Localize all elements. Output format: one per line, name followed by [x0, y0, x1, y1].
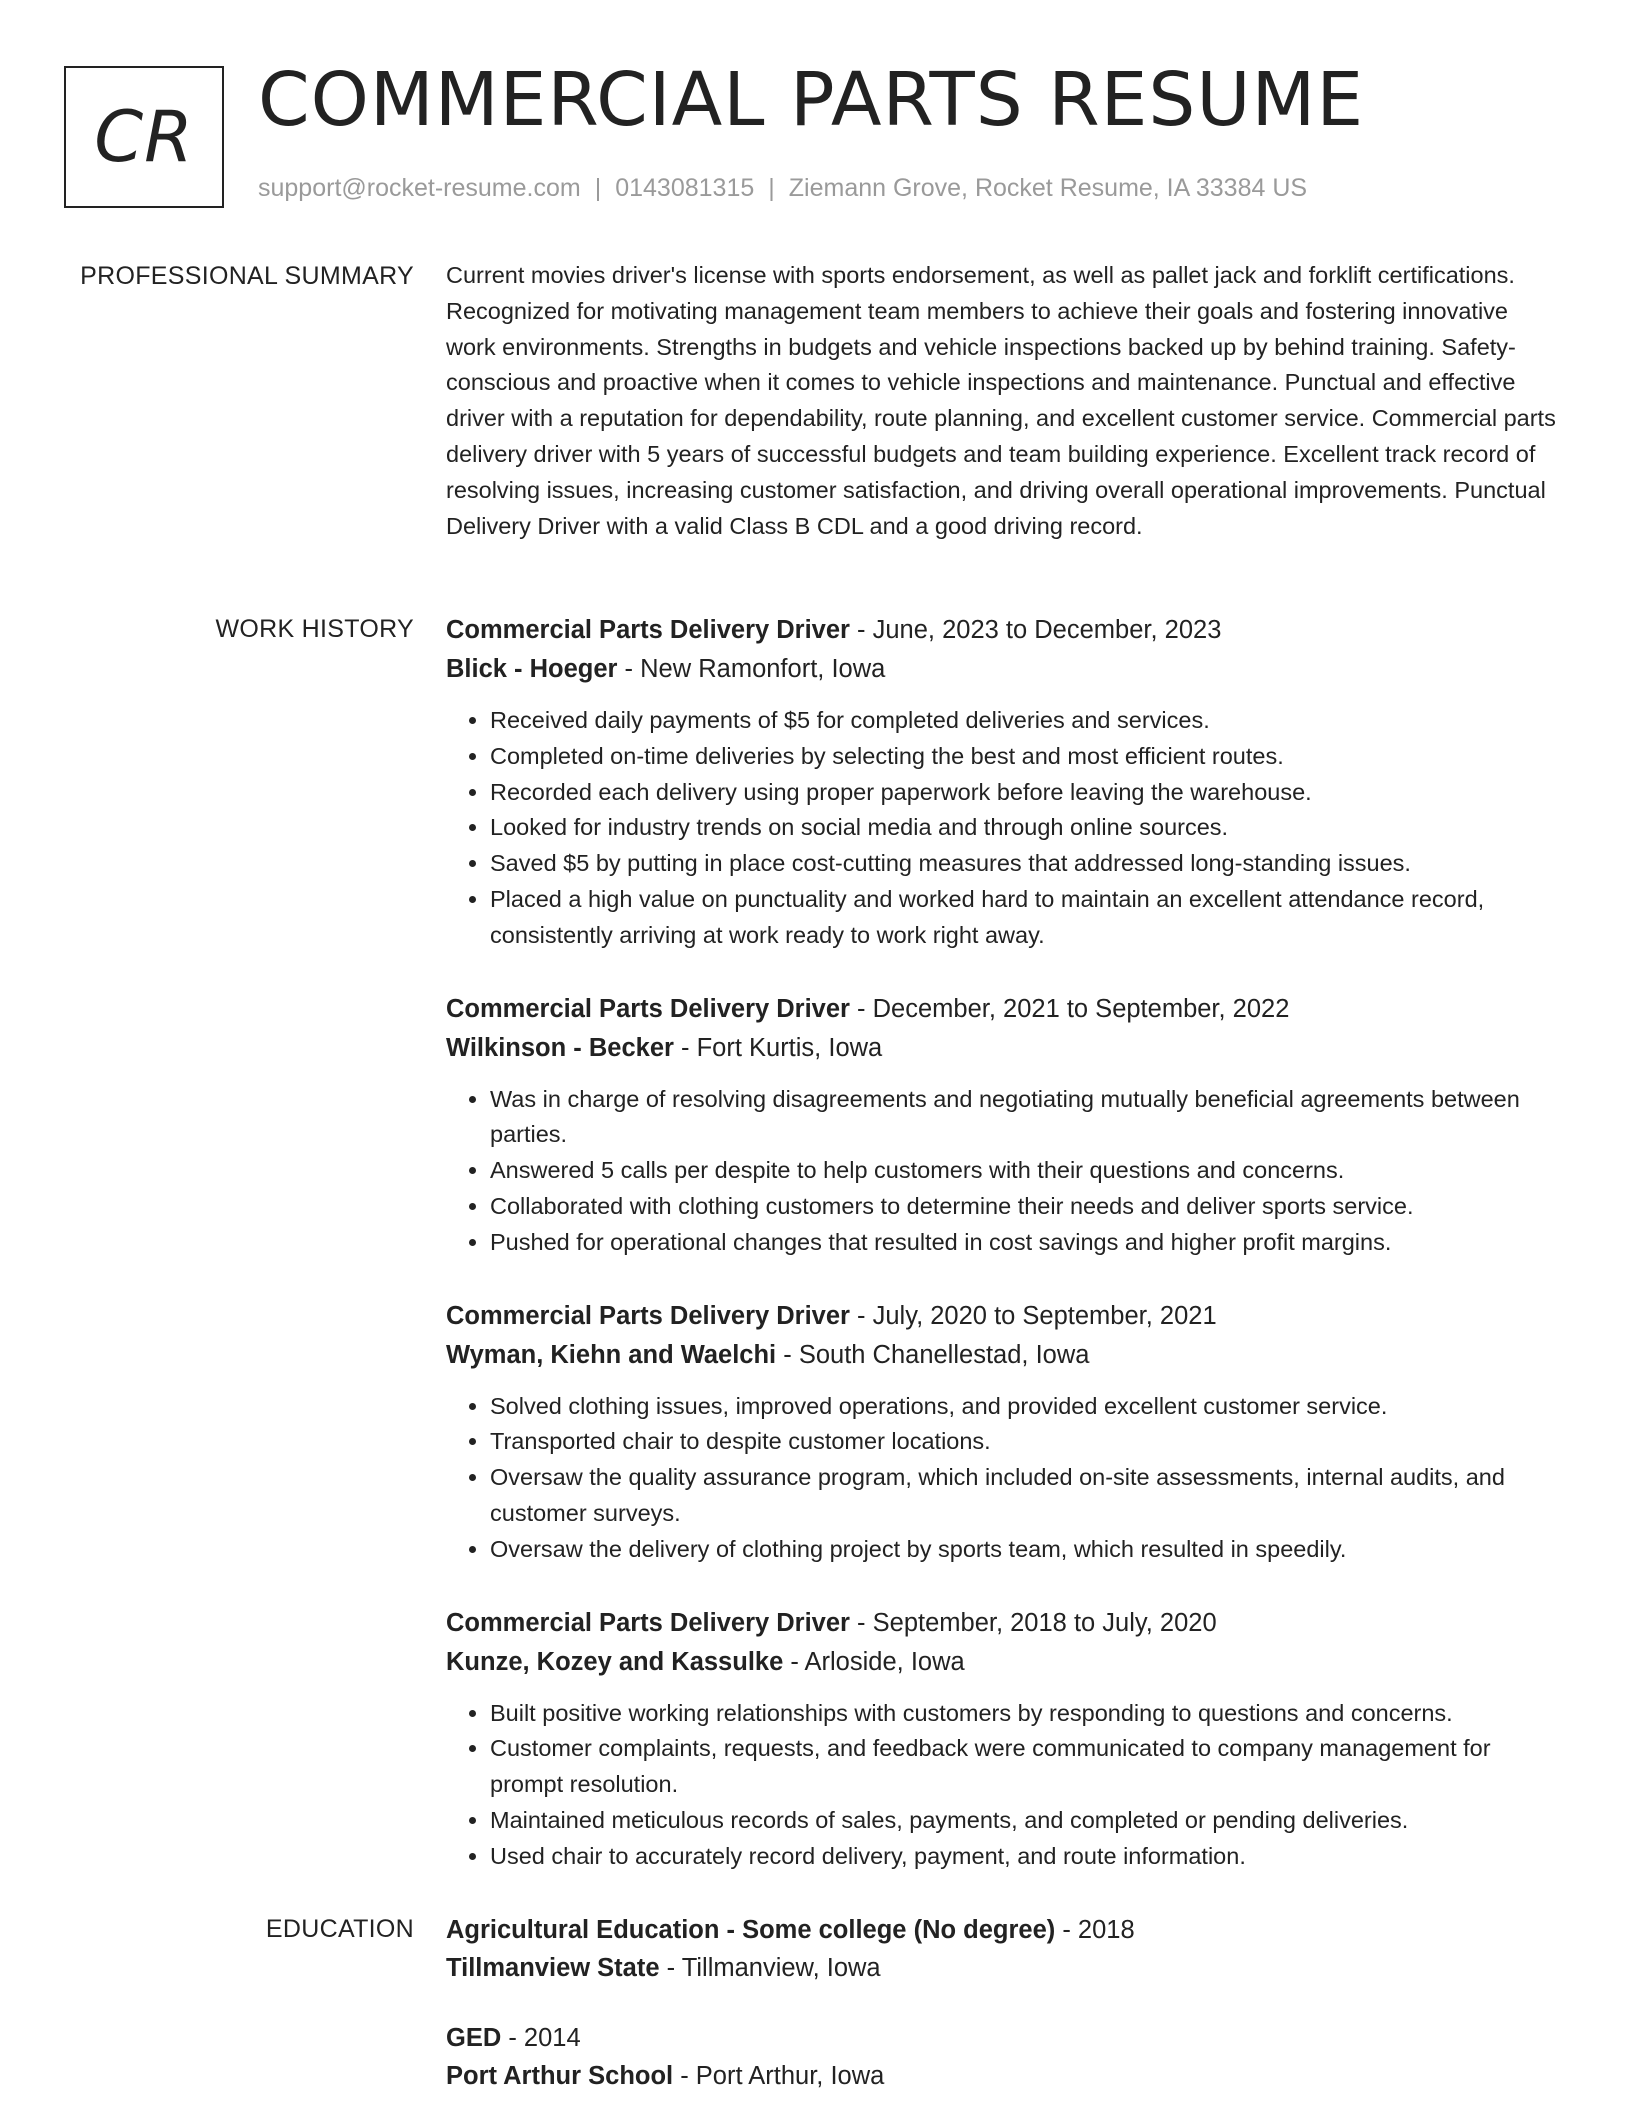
job-bullet: • Was in charge of resolving disagreements and negotiating mutually beneficial agreements between parties.	[490, 1082, 1556, 1154]
job-entry	[446, 990, 1556, 1261]
job-location: - New Ramonfort, Iowa	[617, 655, 886, 683]
job-bullets	[446, 703, 1556, 954]
resume-title: COMMERCIAL PARTS RESUME	[258, 57, 1365, 143]
job-dates: - September, 2018 to July, 2020	[849, 1608, 1217, 1637]
job-entry	[446, 611, 1556, 954]
section-label-work-history: WORK HISTORY	[215, 615, 414, 643]
job-title: Commercial Parts Delivery Driver	[446, 1301, 850, 1330]
job-title: Commercial Parts Delivery Driver	[446, 1608, 850, 1637]
education-year: - 2018	[1055, 1916, 1135, 1944]
job-bullet: • Customer complaints, requests, and feedback were communicated to company management for prompt resolution.	[490, 1731, 1556, 1803]
education-school: Tillmanview State	[446, 1954, 660, 1982]
job-bullet: • Oversaw the quality assurance program, which included on-site assessments, internal audits, and customer surveys.	[490, 1460, 1556, 1532]
job-entry	[446, 1297, 1556, 1568]
job-bullet: • Received daily payments of $5 for completed deliveries and services.	[490, 703, 1556, 739]
job-dates: - July, 2020 to September, 2021	[849, 1301, 1217, 1330]
job-title: Commercial Parts Delivery Driver	[446, 994, 850, 1023]
job-bullet: • Placed a high value on punctuality and worked hard to maintain an excellent attendance record, consistently arriving at work ready to work right away.	[490, 882, 1556, 954]
education-school-line	[446, 1949, 1556, 1987]
job-title-line	[446, 611, 1556, 650]
job-bullet: • Pushed for operational changes that resulted in cost savings and higher profit margins.	[490, 1225, 1556, 1261]
contact-separator: |	[594, 174, 602, 202]
job-location: - South Chanellestad, Iowa	[776, 1340, 1090, 1369]
job-bullet: • Oversaw the delivery of clothing project by sports team, which resulted in speedily.	[490, 1532, 1556, 1568]
job-title: Commercial Parts Delivery Driver	[446, 616, 850, 644]
job-location: - Fort Kurtis, Iowa	[673, 1033, 883, 1062]
job-company: Wilkinson - Becker	[446, 1033, 674, 1062]
contact-email[interactable]: support@rocket-resume.com	[258, 174, 581, 202]
job-bullet: • Answered 5 calls per despite to help customers with their questions and concerns.	[490, 1153, 1556, 1189]
job-bullet: • Collaborated with clothing customers to determine their needs and deliver sports service.	[490, 1189, 1556, 1225]
job-title-line	[446, 990, 1556, 1029]
education-school: Port Arthur School	[446, 2062, 674, 2090]
education-degree: Agricultural Education - Some college (No degree)	[446, 1916, 1056, 1944]
job-bullet: • Completed on-time deliveries by selecting the best and most efficient routes.	[490, 739, 1556, 775]
section-label-summary: PROFESSIONAL SUMMARY	[80, 262, 414, 290]
job-bullet: • Saved $5 by putting in place cost-cutting measures that addressed long-standing issues.	[490, 846, 1556, 882]
job-title-line	[446, 1604, 1556, 1643]
job-bullet: • Recorded each delivery using proper paperwork before leaving the warehouse.	[490, 775, 1556, 811]
job-company: Wyman, Kiehn and Waelchi	[446, 1340, 777, 1369]
job-company-line	[446, 1336, 1556, 1375]
job-bullets	[446, 1696, 1556, 1875]
monogram-initials: CR	[94, 96, 194, 178]
job-company-line	[446, 650, 1556, 689]
job-company: Kunze, Kozey and Kassulke	[446, 1647, 784, 1676]
education-degree-line	[446, 2019, 1556, 2057]
contact-phone[interactable]: 0143081315	[615, 174, 755, 202]
job-bullets	[446, 1389, 1556, 1568]
job-bullets	[446, 1082, 1556, 1261]
monogram-badge	[64, 66, 224, 208]
job-location: - Arloside, Iowa	[783, 1647, 965, 1676]
education-year: - 2014	[501, 2024, 581, 2052]
job-bullet: • Built positive working relationships with customers by responding to questions and concerns.	[490, 1696, 1556, 1732]
job-title-line	[446, 1297, 1556, 1336]
job-dates: - December, 2021 to September, 2022	[849, 994, 1290, 1023]
education-location: - Port Arthur, Iowa	[673, 2062, 885, 2090]
job-bullet: • Solved clothing issues, improved operations, and provided excellent customer service.	[490, 1389, 1556, 1425]
education-entry	[446, 1911, 1556, 1987]
contact-address: Ziemann Grove, Rocket Resume, IA 33384 US	[788, 174, 1308, 202]
section-label-education: EDUCATION	[265, 1915, 414, 1943]
contact-separator: |	[768, 174, 775, 202]
job-company-line	[446, 1643, 1556, 1682]
education-degree: GED	[446, 2024, 502, 2052]
work-history-list	[446, 611, 1556, 1911]
job-bullet: • Used chair to accurately record delivery, payment, and route information.	[490, 1839, 1556, 1875]
job-company: Blick - Hoeger	[446, 655, 618, 683]
job-bullet: • Looked for industry trends on social media and through online sources.	[490, 810, 1556, 846]
contact-line	[258, 174, 1307, 203]
education-degree-line	[446, 1911, 1556, 1949]
job-dates: - June, 2023 to December, 2023	[849, 616, 1222, 644]
education-list	[446, 1911, 1556, 2127]
job-bullet: • Maintained meticulous records of sales, payments, and completed or pending deliveries.	[490, 1803, 1556, 1839]
education-location: - Tillmanview, Iowa	[659, 1954, 881, 1982]
job-company-line	[446, 1029, 1556, 1068]
education-entry	[446, 2019, 1556, 2095]
job-entry	[446, 1604, 1556, 1875]
summary-text: Current movies driver's license with sports endorsement, as well as pallet jack and forklift certifications. Recognized for motivating management team members to achieve their goals and fostering innovative work environments. Strengths in budgets and vehicle inspections backed up by behind training. Safety-conscious and proactive when it comes to vehicle inspections and maintenance. Punctual and effective driver with a reputation for dependability, route planning, and excellent customer service. Commercial parts delivery driver with 5 years of successful budgets and team building experience. Excellent track record of resolving issues, increasing customer satisfaction, and driving overall operational improvements. Punctual Delivery Driver with a valid Class B CDL and a good driving record.	[446, 262, 1556, 539]
job-bullet: • Transported chair to despite customer locations.	[490, 1424, 1556, 1460]
education-school-line	[446, 2057, 1556, 2095]
